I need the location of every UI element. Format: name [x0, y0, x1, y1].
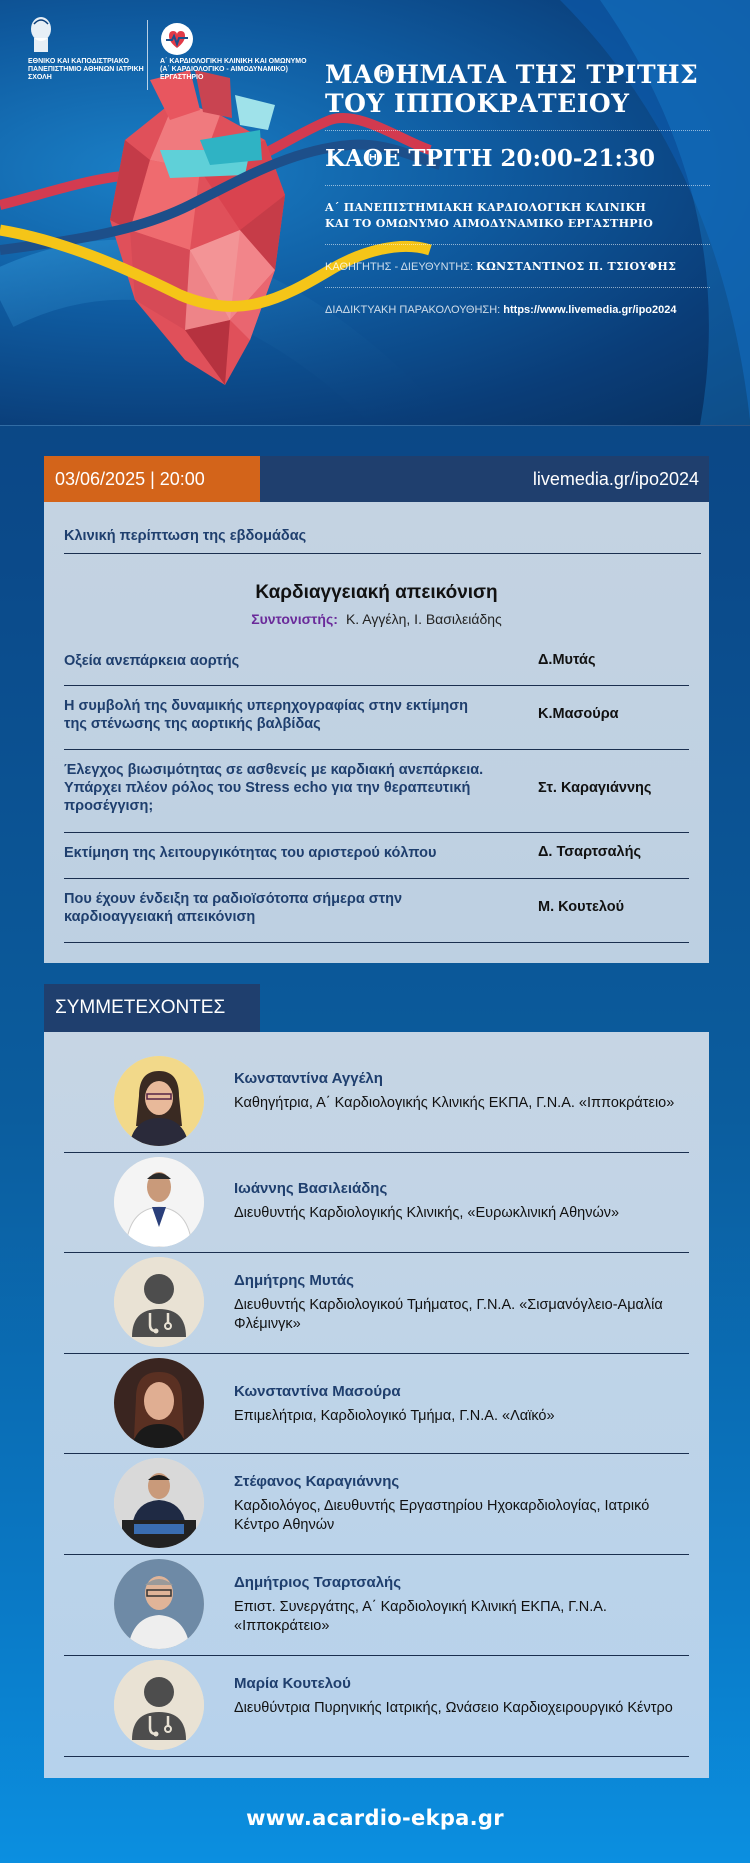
participant-role: Καθηγήτρια, Α΄ Καρδιολογικής Κλινικής ΕΚΠΑ, Γ.Ν.Α. «Ιπποκράτειο»: [234, 1095, 675, 1111]
event-title-line1: ΜΑΘΗΜΑΤΑ ΤΗΣ ΤΡΙΤΗΣ: [325, 60, 699, 89]
participant-row: [64, 1655, 689, 1757]
talk-speaker: Μ. Κουτελού: [538, 899, 625, 915]
section-title: Καρδιαγγειακή απεικόνιση: [255, 582, 498, 603]
hero-info: [325, 60, 725, 330]
director-label: ΚΑΘΗΓΗΤΗΣ - ΔΙΕΥΘΥΝΤΗΣ:: [325, 261, 474, 273]
participant-name: Στέφανος Καραγιάννης: [234, 1473, 400, 1490]
online-url-link[interactable]: https://www.livemedia.gr/ipo2024: [503, 304, 677, 316]
talk-speaker: Δ. Τσαρτσαλής: [538, 844, 642, 860]
session-date: 03/06/2025 | 20:00: [44, 456, 260, 502]
hero-banner: [0, 0, 750, 426]
talk-speaker: Δ.Μυτάς: [538, 652, 596, 668]
talk-row: [64, 832, 689, 879]
talk-row: [64, 640, 689, 686]
talk-title: Η συμβολή της δυναμικής υπερηχογραφίας στην εκτίμηση της στένωσης της αορτικής βαλβίδας: [64, 698, 468, 732]
talk-title: Έλεγχος βιωσιμότητας σε ασθενείς με καρδιακή ανεπάρκεια. Υπάρχει πλέον ρόλος του Stress echo για την θεραπευτική προσέγγιση;: [64, 762, 484, 814]
participants-card: [44, 1032, 709, 1778]
director-line: [325, 259, 725, 275]
participant-name: Κωνσταντίνα Αγγέλη: [234, 1070, 383, 1087]
participant-row: [64, 1353, 689, 1454]
divider: [325, 287, 710, 288]
participant-role: Διευθύντρια Πυρηνικής Ιατρικής, Ωνάσειο Καρδιοχειρουργικό Κέντρο: [234, 1700, 673, 1716]
avatar: [114, 1458, 204, 1548]
participant-role: Διευθυντής Καρδιολογικής Κλινικής, «Ευρωκλινική Αθηνών»: [234, 1205, 620, 1221]
heart-ecg-logo-icon: [160, 22, 194, 56]
participant-row: [64, 1554, 689, 1656]
participant-role: Επιστ. Συνεργάτης, Α΄ Καρδιολογική Κλινική ΕΚΠΑ, Γ.Ν.Α. «Ιπποκράτειο»: [234, 1599, 607, 1634]
programme-header: [44, 456, 709, 502]
avatar: [114, 1157, 204, 1247]
online-label: ΔΙΑΔΙΚΤΥΑΚΗ ΠΑΡΑΚΟΛΟΥΘΗΣΗ:: [325, 304, 501, 316]
man-portrait-icon: [114, 1559, 204, 1649]
man-portrait-icon: [114, 1157, 204, 1247]
event-schedule: ΚΑΘΕ ΤΡΙΤΗ 20:00-21:30: [325, 145, 655, 172]
talk-title: Που έχουν ένδειξη τα ραδιοϊσότοπα σήμερα στην καρδιοαγγειακή απεικόνιση: [64, 891, 403, 925]
hippocrates-head-icon: [28, 16, 54, 54]
avatar: [114, 1257, 204, 1347]
talk-title: Εκτίμηση της λειτουργικότητας του αριστερού κόλπου: [64, 845, 437, 861]
footer-website-link[interactable]: www.acardio-ekpa.gr: [246, 1806, 504, 1830]
programme-card: [44, 502, 709, 963]
participant-row: [64, 1453, 689, 1555]
doctor-silhouette-icon: [114, 1660, 204, 1750]
clinic-name-line2: ΚΑΙ ΤΟ ΟΜΩΝΥΜΟ ΑΙΜΟΔΥΝΑΜΙΚΟ ΕΡΓΑΣΤΗΡΙΟ: [325, 217, 654, 230]
logo-divider: [147, 20, 148, 90]
participant-name: Μαρία Κουτελού: [234, 1675, 351, 1692]
university-logo: [28, 16, 148, 82]
coordinators: [44, 611, 709, 627]
clinic-name: [325, 200, 725, 232]
livemedia-link[interactable]: livemedia.gr/ipo2024: [532, 469, 699, 489]
talk-row: [64, 878, 689, 943]
participant-role: Διευθυντής Καρδιολογικού Τμήματος, Γ.Ν.Α. «Σισμανόγλειο-Αμαλία Φλέμινγκ»: [234, 1297, 663, 1332]
avatar: [114, 1358, 204, 1448]
participant-role: Επιμελήτρια, Καρδιολογικό Τμήμα, Γ.Ν.Α. «Λαϊκό»: [234, 1408, 555, 1424]
case-of-week: Κλινική περίπτωση της εβδομάδας: [64, 528, 701, 554]
divider: [325, 130, 710, 131]
event-title-line2: ΤΟΥ ΙΠΠΟΚΡΑΤΕΙΟΥ: [325, 89, 630, 118]
woman-portrait-icon: [114, 1056, 204, 1146]
talk-speaker: Κ.Μασούρα: [538, 706, 619, 722]
doctor-silhouette-icon: [114, 1257, 204, 1347]
participant-row: [64, 1252, 689, 1354]
participant-name: Δημήτρης Μυτάς: [234, 1272, 354, 1289]
participant-role: Καρδιολόγος, Διευθυντής Εργαστηρίου Ηχοκαρδιολογίας, Ιατρικό Κέντρο Αθηνών: [234, 1498, 650, 1533]
talk-row: [64, 749, 689, 833]
talk-title: Οξεία ανεπάρκεια αορτής: [64, 653, 240, 669]
participant-name: Δημήτριος Τσαρτσαλής: [234, 1574, 402, 1591]
talk-speaker: Στ. Καραγιάννης: [538, 780, 652, 796]
avatar: [114, 1660, 204, 1750]
woman-portrait-icon: [114, 1358, 204, 1448]
man-portrait-icon: [114, 1458, 204, 1548]
avatar: [114, 1056, 204, 1146]
event-title: [325, 60, 725, 118]
clinic-name-line1: Α΄ ΠΑΝΕΠΙΣΤΗΜΙΑΚΗ ΚΑΡΔΙΟΛΟΓΙΚΗ ΚΛΙΝΙΚΗ: [325, 201, 647, 214]
divider: [325, 244, 710, 245]
divider: [325, 185, 710, 186]
university-logo-text: ΕΘΝΙΚΟ ΚΑΙ ΚΑΠΟΔΙΣΤΡΙΑΚΟ ΠΑΝΕΠΙΣΤΗΜΙΟ ΑΘΗΝΩΝ ΙΑΤΡΙΚΗ ΣΧΟΛΗ: [28, 58, 144, 81]
talk-row: [64, 685, 689, 750]
avatar: [114, 1559, 204, 1649]
coordinators-label: Συντονιστής:: [251, 611, 338, 627]
online-line: [325, 302, 725, 318]
participant-name: Ιωάννης Βασιλειάδης: [234, 1180, 388, 1197]
clinic-logo: [160, 22, 310, 82]
director-name: ΚΩΝΣΤΑΝΤΙΝΟΣ Π. ΤΣΙΟΥΦΗΣ: [476, 260, 677, 273]
coordinators-names: Κ. Αγγέλη, Ι. Βασιλειάδης: [345, 611, 502, 627]
participant-row: [64, 1052, 689, 1153]
participant-row: [64, 1152, 689, 1253]
clinic-logo-text: Α΄ ΚΑΡΔΙΟΛΟΓΙΚΗ ΚΛΙΝΙΚΗ ΚΑΙ ΟΜΩΝΥΜΟ (Α΄ ΚΑΡΔΙΟΛΟΓΙΚΟ - ΑΙΜΟΔΥΝΑΜΙΚΟ) ΕΡΓΑΣΤΗΡΙΟ: [160, 58, 307, 81]
participants-header: ΣΥΜΜΕΤΕΧΟΝΤΕΣ: [44, 984, 260, 1032]
participant-name: Κωνσταντίνα Μασούρα: [234, 1383, 401, 1400]
